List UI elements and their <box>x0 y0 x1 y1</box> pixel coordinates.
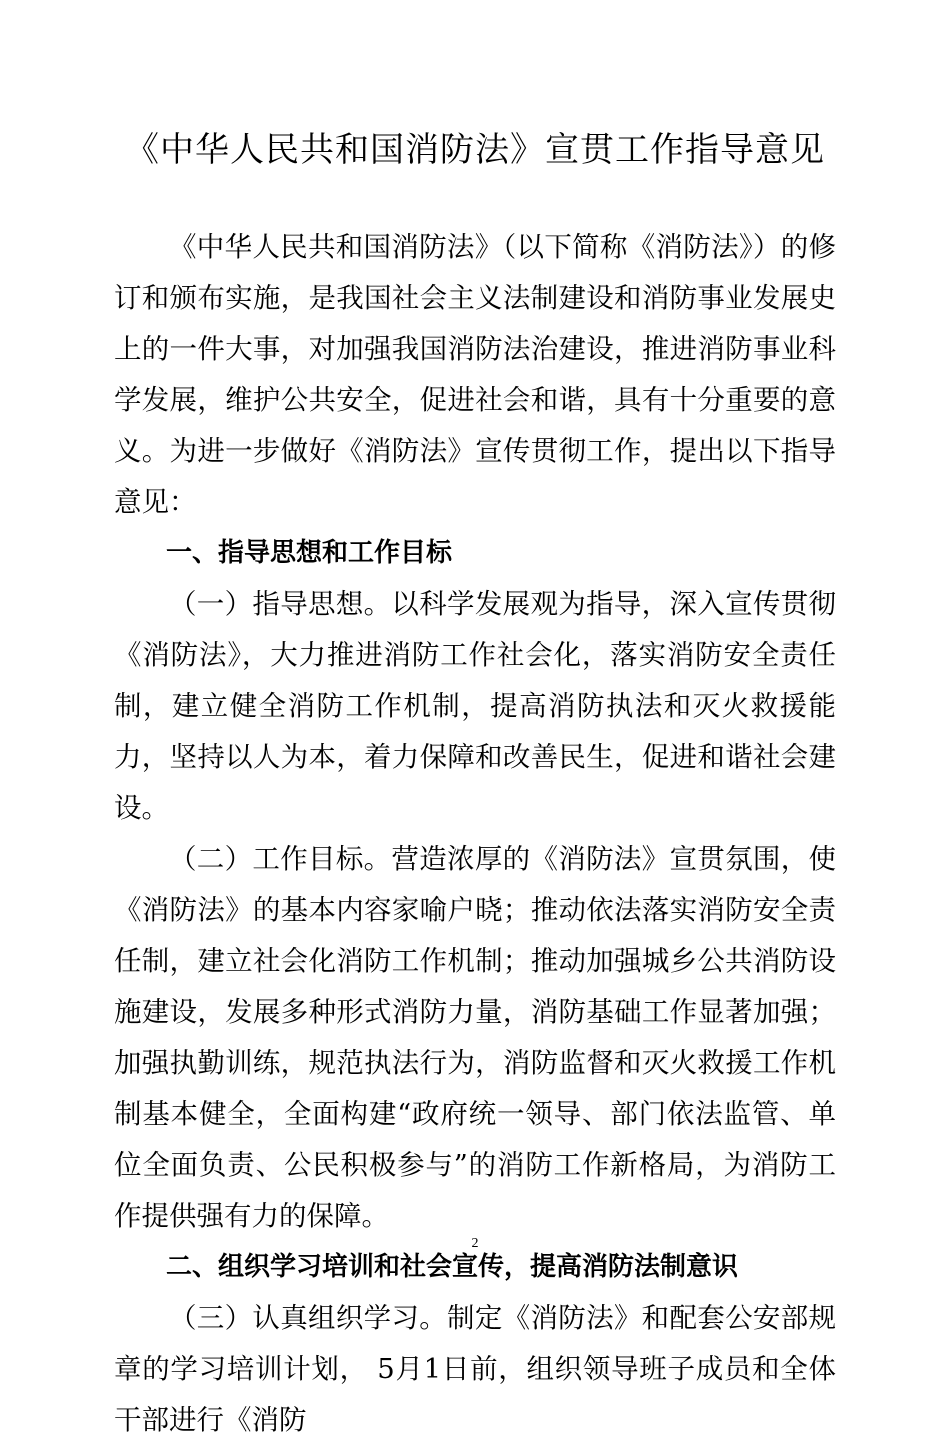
document-body <box>114 222 836 1446</box>
paragraph-study-organization: （三）认真组织学习。制定《消防法》和配套公安部规章的学习培训计划， 5月1日前，组织领导班子成员和全体干部进行《消防 <box>114 1302 836 1436</box>
paragraph-guiding-ideology: （一）指导思想。以科学发展观为指导，深入宣传贯彻《消防法》，大力推进消防工作社会化，落实消防安全责任制，建立健全消防工作机制，提高消防执法和灭火救援能力，坚持以人为本，着力保障和改善民生，促进和谐社会建设。 <box>114 588 836 824</box>
page-number: 2 <box>471 1236 479 1251</box>
document-title: 《中华人民共和国消防法》宣贯工作指导意见 <box>125 130 825 170</box>
intro-paragraph: 《中华人民共和国消防法》（以下简称《消防法》）的修订和颁布实施，是我国社会主义法制建设和消防事业发展史上的一件大事，对加强我国消防法治建设，推进消防事业科学发展，维护公共安全，促进社会和谐，具有十分重要的意义。为进一步做好《消防法》宣传贯彻工作，提出以下指导意见： <box>114 231 836 518</box>
section-heading-1: 一、指导思想和工作目标 <box>166 538 453 568</box>
section-heading-2: 二、组织学习培训和社会宣传，提高消防法制意识 <box>166 1252 739 1282</box>
paragraph-work-goals: （二）工作目标。营造浓厚的《消防法》宣贯氛围，使《消防法》的基本内容家喻户晓；推动依法落实消防安全责任制，建立社会化消防工作机制；推动加强城乡公共消防设施建设，发展多种形式消防力量，消防基础工作显著加强；加强执勤训练，规范执法行为，消防监督和灭火救援工作机制基本健全，全面构建“政府统一领导、部门依法监管、单位全面负责、公民积极参与”的消防工作新格局，为消防工作提供强有力的保障。 <box>114 843 836 1232</box>
